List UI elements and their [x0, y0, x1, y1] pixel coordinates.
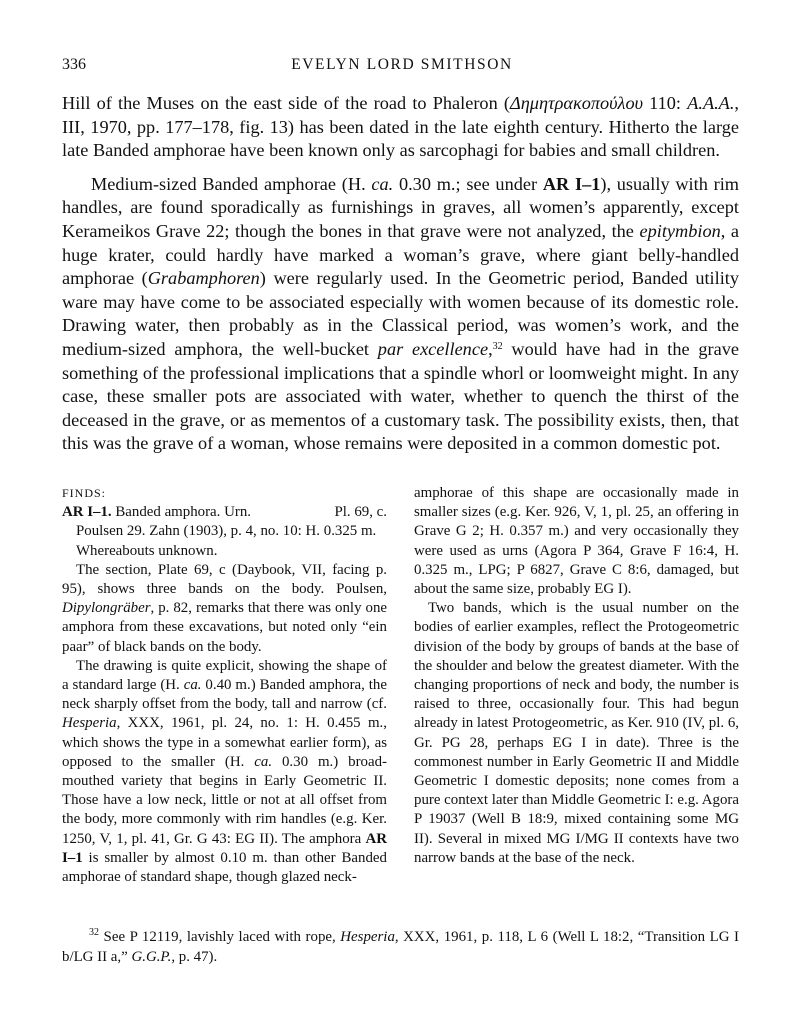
text-run: Dipylongräber — [62, 600, 151, 617]
text-run: ca. — [371, 173, 394, 194]
catalogue-entry-plate: Pl. 69, c. — [334, 504, 387, 521]
text-run: Poulsen 29. Zahn (1903), p. 4, no. 10: H. 0.325 m. — [76, 523, 377, 540]
text-run: G.G.P. — [131, 948, 172, 965]
text-run: AR I–1 — [62, 830, 387, 866]
footnote-reference: 32 — [492, 340, 503, 352]
text-run: The drawing is quite explicit, showing the shape of a standard large (H. — [62, 657, 387, 694]
text-run: , p. 47). — [171, 948, 218, 965]
paragraph-1 — [62, 92, 739, 163]
finds-paragraph — [62, 657, 387, 887]
text-run: Two bands, which is the usual number on the bodies of earlier examples, reflect the Protogeometric division of the body by groups of bands at the base of the shoulder and below the greatest diameter. With the changing proportions of neck and body, the number is raised to three, occasionally four. This had begun already in latest Protogeometric, as Ker. 910 (IV, pl. 6, Gr. PG 28, perhaps EG I in date). Three is the commonest number in Early Geometric II and Middle Geometric I domestic deposits; none comes from a pure context later than Middle Geometric I: e.g. Agora P 19037 (Well B 18:9, mixed containing some MG II). Several in mixed MG I/MG II contexts have two narrow bands at the base of the neck. — [414, 600, 739, 866]
text-run: , p. 82, remarks that there was only one amphora from these excavations, but noted only “ein paar” of black bands on the body. — [62, 600, 387, 655]
paragraph-2 — [62, 173, 739, 456]
finds-paragraph — [62, 542, 387, 561]
text-run: ) were regularly used. In the Geometric period, Banded utility ware may have come to be associated especially with women because of its domestic role. Drawing water, then probably as in the Classical period, was women’s work, and the medium-sized amphora, the well-bucket — [62, 268, 740, 359]
text-run: Whereabouts unknown. — [76, 542, 218, 559]
text-run: Hesperia — [340, 929, 395, 945]
footnote-number: 32 — [89, 927, 99, 938]
catalogue-entry-heading — [62, 503, 387, 522]
text-run: 0.40 m.) Banded amphora, the neck sharply offset from the body, tall and narrow (cf. — [62, 677, 387, 713]
text-run: 0.30 m.; see under — [393, 173, 543, 194]
text-run: , a huge krater, could hardly have marked a woman’s grave, where giant belly-handled amphorae ( — [62, 220, 739, 289]
text-run: Grabamphoren — [147, 268, 260, 289]
text-run: Medium-sized Banded amphorae (H. — [91, 173, 372, 194]
text-run: , XXX, 1961, pl. 24, no. 1: H. 0.455 m., which shows the type in a somewhat earlier form), as opposed to the smaller (H. — [62, 715, 387, 770]
text-run: AR I–1 — [542, 173, 601, 194]
page-number: 336 — [62, 56, 86, 73]
text-run: , III, 1970, pp. 177–178, fig. 13) has been dated in the late eighth century. Hitherto the large late Banded amphorae have been known only as sarcophagi for babies and small children. — [62, 93, 739, 161]
text-run: See P 12119, lavishly laced with rope, — [99, 929, 341, 945]
finds-column-left — [62, 484, 387, 887]
text-run: Δημητρακοπούλου — [509, 93, 643, 113]
catalogue-entry-id: AR I–1. — [62, 504, 112, 521]
text-run: 110: — [643, 93, 688, 113]
main-text — [62, 92, 739, 456]
text-run: A.A.A. — [687, 93, 735, 113]
catalogue-entry-title: Banded amphora. Urn. — [111, 504, 251, 521]
text-run: Hesperia — [62, 715, 117, 732]
footnote-body — [62, 929, 739, 965]
footnote-32 — [62, 928, 739, 967]
text-run: amphorae of this shape are occasionally made in smaller sizes (e.g. Ker. 926, V, 1, pl. 25, an offering in Grave G 2; H. 0.357 m.) and very occasionally they were used as urns (Agora P 364, Grave F 16:4, H. 0.325 m., LPG; P 6827, Grave C 8:6, damaged, but about the same size, probably EG I). — [414, 485, 739, 598]
text-run: ca. — [254, 753, 273, 770]
finds-label: FINDS: — [62, 486, 107, 500]
footnote-text — [62, 928, 739, 967]
text-run: Hill of the Muses on the east side of the road to Phaleron ( — [62, 93, 510, 113]
finds-paragraph — [62, 522, 387, 541]
text-run: , — [488, 338, 493, 359]
finds-paragraph — [414, 484, 739, 599]
text-run: par excellence — [377, 338, 489, 359]
text-run: , XXX, 1961, p. 118, L 6 (Well L 18:2, “Transition LG I b/LG II a,” — [62, 929, 739, 965]
finds-paragraph — [414, 599, 739, 868]
text-run: epitymbion — [639, 220, 721, 241]
running-head: EVELYN LORD SMITHSON — [291, 56, 513, 73]
page-header — [62, 56, 742, 78]
finds-paragraph — [62, 561, 387, 657]
text-run: The section, Plate 69, c (Daybook, VII, facing p. 95), shows three bands on the body. Poulsen, — [62, 561, 387, 598]
text-run: ca. — [183, 677, 202, 694]
finds-right-body — [414, 484, 739, 868]
finds-column-right — [414, 484, 739, 868]
text-run: ), usually with rim handles, are found sporadically as furnishings in graves, all women’s apparently, except Kerameikos Grave 22; though the bones in that grave were not analyzed, the — [62, 173, 739, 241]
text-run: 0.30 m.) broad-mouthed variety that begins in Early Geometric II. Those have a low neck, little or not at all offset from the body, more commonly with rim handles (e.g. Ker. 1250, V, 1, pl. 41, Gr. G 43: EG II). The amphora — [62, 753, 387, 847]
text-run: is smaller by almost 0.10 m. than other Banded amphorae of standard shape, though glazed neck- — [62, 849, 387, 886]
text-run: would have had in the grave something of the professional implications that a spindle whorl or loomweight might. In any case, these smaller pots are associated with water, whether to quench the thirst of the deceased in the grave, or as mementos of a customary task. The possibility exists, then, that this was the grave of a woman, whose remains were deposited in a common domestic pot. — [62, 338, 739, 454]
finds-left-body — [62, 522, 387, 887]
